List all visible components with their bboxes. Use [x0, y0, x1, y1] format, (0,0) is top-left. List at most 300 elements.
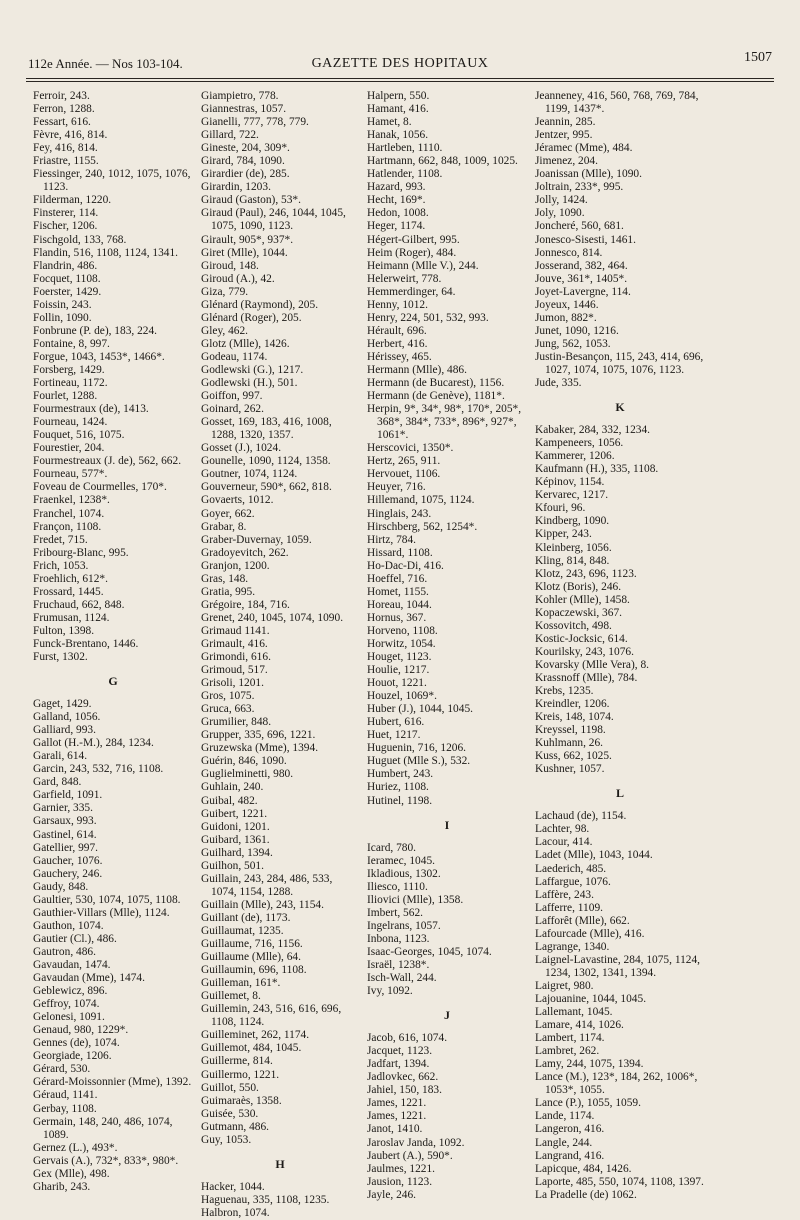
index-entry: Heim (Roger), 484.	[367, 246, 457, 259]
index-entry: Langeron, 416.	[535, 1123, 605, 1136]
index-entry: Gelonesi, 1091.	[33, 1011, 105, 1024]
index-entry: Ferron, 1288.	[33, 103, 95, 116]
index-entry: Herscovici, 1350*.	[367, 442, 454, 455]
index-entry: Gruzewska (Mme), 1394.	[201, 742, 319, 755]
index-entry: Fessart, 616.	[33, 116, 91, 129]
index-entry: Grabar, 8.	[201, 520, 247, 533]
index-entry: Kampeneers, 1056.	[535, 437, 624, 450]
index-entry: Henny, 1012.	[367, 298, 428, 311]
index-entry: Kling, 814, 848.	[535, 554, 610, 567]
index-entry: Houot, 1221.	[367, 677, 427, 690]
index-entry: Giroud (A.), 42.	[201, 272, 275, 285]
index-entry: Junet, 1090, 1216.	[535, 324, 619, 337]
index-entry: Houget, 1123.	[367, 651, 432, 664]
index-entry: Laporte, 485, 550, 1074, 1108, 1397.	[535, 1175, 704, 1188]
index-entry: Guillaumat, 1235.	[201, 925, 284, 937]
index-entry: Jung, 562, 1053.	[535, 337, 611, 350]
index-entry: Giampietro, 778.	[201, 90, 279, 102]
index-entry: Goinard, 262.	[201, 403, 264, 416]
index-entry: Geblewicz, 896.	[33, 985, 108, 998]
index-entry: Iliesco, 1110.	[367, 880, 428, 893]
index-entry: Fourmestreaux (J. de), 562, 662.	[33, 455, 182, 468]
index-entry: Froehlich, 612*.	[33, 572, 108, 585]
index-entry: Gouverneur, 590*, 662, 818.	[201, 481, 332, 494]
index-entry: Guillaumin, 696, 1108.	[201, 964, 307, 977]
index-entry: Lamare, 414, 1026.	[535, 1019, 624, 1032]
index-entry: James, 1221.	[367, 1110, 427, 1123]
index-entry: Grimondi, 616.	[201, 651, 271, 664]
index-entry: Goutner, 1074, 1124.	[201, 468, 298, 481]
index-entry: Frossard, 1445.	[33, 585, 104, 598]
index-entry: Gauthier-Villars (Mlle), 1124.	[33, 906, 170, 919]
index-entry: Lachaud (de), 1154.	[535, 810, 627, 823]
index-entry: Genaud, 980, 1229*.	[33, 1024, 129, 1037]
index-entry: Franchel, 1074.	[33, 507, 105, 520]
index-entry: Hertz, 265, 911.	[367, 455, 441, 468]
index-entry: Girardier (de), 285.	[201, 168, 290, 181]
index-entry: Homet, 1155.	[367, 585, 429, 598]
index-entry: Jumon, 882*.	[535, 311, 597, 324]
index-entry: Fontaine, 8, 997.	[33, 337, 110, 350]
index-entry: Fortineau, 1172.	[33, 377, 108, 390]
index-entry: Janot, 1410.	[367, 1123, 423, 1136]
index-entry: Kaufmann (H.), 335, 1108.	[535, 463, 659, 476]
index-entry: Guillot, 550.	[201, 1081, 259, 1094]
index-entry: Kourilsky, 243, 1076.	[535, 645, 634, 658]
index-entry: Girault, 905*, 937*.	[201, 233, 294, 246]
section-letter: I	[444, 817, 450, 832]
index-entry: Gérard-Moissonnier (Mme), 1392.	[33, 1076, 192, 1089]
index-entry: Horeau, 1044.	[367, 598, 432, 611]
index-entry: Jadlovkec, 662.	[367, 1071, 439, 1084]
index-entry: Lacour, 414.	[535, 836, 593, 849]
index-entry: Guillain (Mlle), 243, 1154.	[201, 898, 324, 911]
index-entry: Grimaud 1141.	[201, 624, 270, 637]
index-entry: Grupper, 335, 696, 1221.	[201, 729, 316, 742]
index-entry: Forgue, 1043, 1453*, 1466*.	[33, 350, 165, 363]
index-entry: Kushner, 1057.	[535, 763, 605, 776]
index-entry: Fischer, 1206.	[33, 220, 98, 233]
index-entry: Hinglais, 243.	[367, 507, 432, 520]
index-entry: Ingelrans, 1057.	[367, 919, 441, 932]
index-entry: Granjon, 1200.	[201, 559, 270, 572]
index-entry: Hubert, 616.	[367, 716, 425, 729]
section-letter: H	[275, 1156, 285, 1171]
index-entry: Guimaraès, 1358.	[201, 1094, 282, 1107]
index-entry: Lajouanine, 1044, 1045.	[535, 993, 647, 1005]
index-entry: Lande, 1174.	[535, 1110, 595, 1123]
index-entry: Gard, 848.	[33, 776, 82, 789]
index-entry: Lagrange, 1340.	[535, 940, 610, 953]
index-entry: Gras, 148.	[201, 572, 249, 585]
index-entry: Houzel, 1069*.	[367, 690, 437, 703]
index-entry: Frich, 1053.	[33, 559, 89, 572]
index-entry: Fey, 416, 814.	[33, 142, 98, 155]
index-entry: Guibert, 1221.	[201, 807, 268, 820]
index-entry: Giraud (Paul), 246, 1044, 1045, 1075, 1090, 1123.	[201, 207, 346, 233]
index-entry: Fèvre, 416, 814.	[33, 129, 108, 142]
index-entry: Fribourg-Blanc, 995.	[33, 546, 129, 559]
index-entry: Ferroir, 243.	[33, 90, 90, 102]
index-entry: Géraud, 1141.	[33, 1089, 98, 1102]
index-entry: Goyer, 662.	[201, 507, 255, 520]
journal-title: GAZETTE DES HOPITAUX	[311, 56, 489, 71]
index-entry: Ikladious, 1302.	[367, 867, 441, 880]
index-entry: Ieramec, 1045.	[367, 854, 435, 867]
index-entry: Icard, 780.	[367, 841, 417, 854]
index-entry: Grégoire, 184, 716.	[201, 598, 290, 611]
index-entry: Kammerer, 1206.	[535, 450, 615, 463]
index-entry: Lamy, 244, 1075, 1394.	[535, 1058, 644, 1071]
index-entry: Forsberg, 1429.	[33, 363, 105, 376]
index-entry: Joly, 1090.	[535, 207, 585, 220]
index-entry: Hedon, 1008.	[367, 207, 429, 220]
index-entry: Gratia, 995.	[201, 585, 256, 598]
index-column-1	[33, 90, 193, 1194]
index-entry: Hecht, 169*.	[367, 194, 426, 207]
index-entry: Garcin, 243, 532, 716, 1108.	[33, 763, 164, 776]
index-entry: Joncheré, 560, 681.	[535, 220, 624, 233]
index-entry: Huet, 1217.	[367, 729, 421, 742]
index-entry: Hemmerdinger, 64.	[367, 285, 456, 298]
index-entry: Kuhlmann, 26.	[535, 737, 604, 750]
index-entry: Laignel-Lavastine, 284, 1075, 1124, 1234, 1302, 1341, 1394.	[535, 953, 701, 979]
index-entry: Gerbay, 1108.	[33, 1102, 97, 1115]
index-entry: Guillant (de), 1173.	[201, 911, 291, 924]
index-entry: Fonbrune (P. de), 183, 224.	[33, 324, 158, 337]
index-entry: Guilleman, 161*.	[201, 977, 281, 990]
index-entry: Helerweirt, 778.	[367, 272, 442, 285]
index-entry: Gaget, 1429.	[33, 698, 92, 711]
page-number: 1507	[744, 50, 772, 65]
index-entry: Frumusan, 1124.	[33, 611, 110, 624]
index-entry: Kostic-Jocksic, 614.	[535, 632, 628, 645]
index-entry: Hillemand, 1075, 1124.	[367, 494, 475, 507]
index-entry: Jahiel, 150, 183.	[367, 1084, 442, 1097]
index-entry: Hacker, 1044.	[201, 1180, 265, 1193]
index-entry: Guillain, 243, 284, 486, 533, 1074, 1154, 1288.	[201, 872, 333, 898]
index-entry: Fourlet, 1288.	[33, 390, 98, 403]
index-entry: Kopaczewski, 367.	[535, 606, 622, 619]
index-entry: Israël, 1238*.	[367, 959, 430, 971]
index-entry: Hérissey, 465.	[367, 350, 432, 363]
index-entry: Glotz (Mlle), 1426.	[201, 337, 290, 350]
index-entry: Gastinel, 614.	[33, 828, 97, 841]
index-entry: Halbron, 1074.	[201, 1206, 270, 1219]
index-entry: Jonesco-Sisesti, 1461.	[535, 233, 636, 246]
index-entry: Herbert, 416.	[367, 337, 428, 350]
index-entry: Gros, 1075.	[201, 690, 255, 703]
index-entry: Fiessinger, 240, 1012, 1075, 1076, 1123.	[33, 168, 191, 194]
index-entry: Guilleminet, 262, 1174.	[201, 1029, 310, 1042]
index-entry: James, 1221.	[367, 1097, 427, 1110]
index-entry: Garali, 614.	[33, 750, 88, 763]
index-entry: Haguenau, 335, 1108, 1235.	[201, 1193, 330, 1206]
index-entry: Ivy, 1092.	[367, 985, 413, 998]
index-entry: Laigret, 980.	[535, 979, 594, 992]
index-entry: Fouquet, 516, 1075.	[33, 429, 125, 442]
index-entry: Hirschberg, 562, 1254*.	[367, 520, 478, 533]
index-entry: Filderman, 1220.	[33, 194, 112, 207]
index-entry: Hervouet, 1106.	[367, 468, 441, 481]
index-entry: Lapicque, 484, 1426.	[535, 1162, 632, 1175]
index-entry: Fischgold, 133, 768.	[33, 233, 127, 246]
index-entry: Hamet, 8.	[367, 116, 412, 129]
index-entry: Foerster, 1429.	[33, 285, 102, 298]
index-entry: Goiffon, 997.	[201, 390, 263, 403]
section-letter: K	[615, 400, 625, 415]
index-entry: Garsaux, 993.	[33, 815, 97, 828]
index-entry: Ho-Dac-Di, 416.	[367, 559, 444, 572]
index-entry: Herpin, 9*, 34*, 98*, 170*, 205*, 368*, 384*, 733*, 896*, 927*, 1061*.	[367, 403, 522, 442]
index-entry: Lallemant, 1045.	[535, 1006, 613, 1019]
index-entry: Guillaume, 716, 1156.	[201, 938, 303, 951]
index-entry: Gounelle, 1090, 1124, 1358.	[201, 455, 331, 468]
index-entry: Fredet, 715.	[33, 533, 88, 546]
index-entry: Hamant, 416.	[367, 103, 429, 116]
index-entry: Huguet (Mlle S.), 532.	[367, 755, 471, 768]
index-entry: Friastre, 1155.	[33, 155, 99, 168]
index-entry: Lambert, 1174.	[535, 1032, 605, 1045]
index-entry: Follin, 1090.	[33, 311, 92, 324]
index-entry: Gatellier, 997.	[33, 841, 99, 854]
index-entry: Jouve, 361*, 1405*.	[535, 272, 628, 285]
index-entry: Hégert-Gilbert, 995.	[367, 233, 460, 246]
index-entry: Grenet, 240, 1045, 1074, 1090.	[201, 611, 344, 624]
index-entry: Lafforêt (Mlle), 662.	[535, 914, 630, 927]
index-entry: Fourmestraux (de), 1413.	[33, 403, 149, 416]
index-entry: Kleinberg, 1056.	[535, 541, 612, 554]
index-entry: Gutmann, 486.	[201, 1120, 270, 1133]
index-entry: Képinov, 1154.	[535, 476, 605, 489]
index-entry: Gaultier, 530, 1074, 1075, 1108.	[33, 893, 181, 906]
index-entry: Gernez (L.), 493*.	[33, 1141, 118, 1154]
index-entry: Krebs, 1235.	[535, 685, 594, 698]
index-entry: Gauchery, 246.	[33, 867, 103, 880]
index-entry: Fulton, 1398.	[33, 624, 95, 637]
index-entry: Joltrain, 233*, 995.	[535, 181, 624, 194]
index-entry: Halpern, 550.	[367, 90, 430, 102]
index-entry: Hatlender, 1108.	[367, 168, 443, 181]
index-entry: Houlie, 1217.	[367, 664, 430, 677]
index-entry: Kabaker, 284, 332, 1234.	[535, 424, 651, 437]
index-entry: Gaudy, 848.	[33, 880, 89, 893]
index-entry: Girard, 784, 1090.	[201, 155, 285, 168]
index-entry: Hartleben, 1110.	[367, 142, 443, 155]
index-entry: Heimann (Mlle V.), 244.	[367, 259, 479, 272]
index-entry: Hutinel, 1198.	[367, 794, 433, 807]
index-entry: Laederich, 485.	[535, 862, 607, 875]
header-rule	[26, 78, 774, 82]
index-entry: Gradoyevitch, 262.	[201, 546, 289, 559]
index-entry: Hoeffel, 716.	[367, 572, 428, 585]
index-entry: Gex (Mlle), 498.	[33, 1167, 110, 1180]
index-entry: Klotz, 243, 696, 1123.	[535, 567, 637, 580]
index-entry: Langle, 244.	[535, 1136, 593, 1149]
index-entry: Klotz (Boris), 246.	[535, 580, 622, 593]
index-entry: Grimault, 416.	[201, 637, 268, 650]
index-entry: Kreyssel, 1198.	[535, 724, 606, 737]
section-letter: G	[108, 674, 118, 689]
index-entry: Jentzer, 995.	[535, 129, 593, 142]
index-entry: Hazard, 993.	[367, 181, 426, 194]
index-entry: Guglielminetti, 980.	[201, 768, 294, 781]
index-entry: Gosset, 169, 183, 416, 1008, 1288, 1320, 1357.	[201, 416, 332, 442]
index-entry: Lambret, 262.	[535, 1045, 600, 1058]
index-entry: Jude, 335.	[535, 377, 582, 390]
index-column-4	[535, 90, 705, 1202]
index-entry: Guibal, 482.	[201, 794, 258, 807]
index-entry: Jaubert (A.), 590*.	[367, 1149, 453, 1162]
index-entry: Graber-Duvernay, 1059.	[201, 533, 312, 546]
index-entry: Kreindler, 1206.	[535, 698, 610, 711]
index-entry: Fourestier, 204.	[33, 442, 105, 455]
index-entry: Gley, 462.	[201, 324, 249, 337]
index-entry: Kervarec, 1217.	[535, 489, 609, 502]
index-entry: Gautier (Cl.), 486.	[33, 932, 117, 945]
index-entry: Lance (P.), 1055, 1059.	[535, 1097, 641, 1110]
index-entry: Giroud, 148.	[201, 259, 259, 272]
index-entry: Humbert, 243.	[367, 768, 434, 781]
index-entry: Laffargue, 1076.	[535, 875, 611, 888]
index-entry: Isaac-Georges, 1045, 1074.	[367, 945, 492, 958]
index-entry: Garfield, 1091.	[33, 789, 103, 802]
index-entry: Jéramec (Mme), 484.	[535, 142, 633, 155]
index-entry: Guérin, 846, 1090.	[201, 755, 287, 768]
index-entry: Galland, 1056.	[33, 711, 101, 724]
index-entry: Glénard (Roger), 205.	[201, 311, 302, 324]
index-entry: Fraenkel, 1238*.	[33, 494, 110, 507]
index-entry: Isch-Wall, 244.	[367, 972, 437, 985]
index-entry: Guisée, 530.	[201, 1107, 259, 1120]
index-entry: Gianelli, 777, 778, 779.	[201, 116, 309, 129]
index-entry: Kreis, 148, 1074.	[535, 711, 614, 724]
index-entry: Kfouri, 96.	[535, 502, 586, 515]
index-entry: Guilhon, 501.	[201, 859, 264, 872]
index-entry: Godeau, 1174.	[201, 350, 268, 363]
index-entry: Gineste, 204, 309*.	[201, 142, 290, 155]
index-entry: Jaroslav Janda, 1092.	[367, 1136, 465, 1149]
index-entry: Grisoli, 1201.	[201, 677, 264, 690]
index-entry: Huguenin, 716, 1206.	[367, 742, 467, 755]
index-entry: Gallot (H.-M.), 284, 1234.	[33, 737, 154, 750]
index-entry: Jolly, 1424.	[535, 194, 588, 207]
index-entry: Furst, 1302.	[33, 651, 88, 664]
index-entry: Guy, 1053.	[201, 1133, 252, 1146]
index-entry: Gharib, 243.	[33, 1180, 91, 1193]
index-entry: Georgiade, 1206.	[33, 1050, 112, 1063]
index-entry: Lafourcade (Mlle), 416.	[535, 927, 645, 940]
index-entry: Hermann (de Genève), 1181*.	[367, 390, 505, 403]
index-entry: Henry, 224, 501, 532, 993.	[367, 311, 489, 324]
index-entry: Giraud (Gaston), 53*.	[201, 194, 301, 207]
index-entry: Kossovitch, 498.	[535, 619, 612, 632]
index-entry: Grumilier, 848.	[201, 716, 272, 729]
index-entry: Imbert, 562.	[367, 906, 423, 919]
index-entry: Guilhard, 1394.	[201, 846, 273, 859]
index-entry: Govaerts, 1012.	[201, 494, 274, 507]
index-entry: Funck-Brentano, 1446.	[33, 637, 139, 650]
index-entry: Gruca, 663.	[201, 703, 255, 716]
index-entry: Galliard, 993.	[33, 724, 96, 737]
index-entry: Hissard, 1108.	[367, 546, 433, 559]
index-entry: Geffroy, 1074.	[33, 998, 100, 1011]
section-letter: L	[615, 786, 624, 801]
index-entry: Fruchaud, 662, 848.	[33, 598, 125, 611]
index-entry: Giza, 779.	[201, 285, 249, 298]
index-entry: Huriez, 1108.	[367, 781, 429, 794]
index-entry: Joanissan (Mlle), 1090.	[535, 168, 642, 181]
index-entry: Germain, 148, 240, 486, 1074, 1089.	[33, 1115, 173, 1141]
index-entry: Hermann (Mlle), 486.	[367, 363, 467, 376]
index-entry: Fourneau, 577*.	[33, 468, 108, 481]
index-entry: Finsterer, 114.	[33, 207, 99, 220]
index-entry: Focquet, 1108.	[33, 272, 101, 285]
index-entry: Huber (J.), 1044, 1045.	[367, 703, 473, 716]
index-entry: Glénard (Raymond), 205.	[201, 298, 319, 311]
issue-label: 112e Année. — Nos 103-104.	[28, 56, 183, 71]
index-entry: Hartmann, 662, 848, 1009, 1025.	[367, 155, 518, 168]
index-entry: Lance (M.), 123*, 184, 262, 1006*, 1053*, 1055.	[535, 1071, 698, 1097]
index-entry: Guillemot, 484, 1045.	[201, 1042, 302, 1055]
index-entry: Flandin, 516, 1108, 1124, 1341.	[33, 246, 179, 259]
index-entry: La Pradelle (de) 1062.	[535, 1188, 637, 1201]
index-entry: Kipper, 243.	[535, 528, 592, 541]
index-entry: Hermann (de Bucarest), 1156.	[367, 377, 505, 390]
index-entry: Iliovici (Mlle), 1358.	[367, 893, 464, 906]
index-entry: Gervais (A.), 732*, 833*, 980*.	[33, 1154, 179, 1167]
index-entry: Kuss, 662, 1025.	[535, 750, 612, 763]
index-entry: Girardin, 1203.	[201, 181, 271, 194]
index-entry: Foissin, 243.	[33, 298, 92, 311]
index-entry: Joyeux, 1446.	[535, 298, 599, 311]
index-entry: Gavaudan, 1474.	[33, 959, 111, 971]
index-entry: Jadfart, 1394.	[367, 1058, 430, 1071]
index-entry: Heger, 1174.	[367, 220, 426, 233]
index-entry: Giret (Mlle), 1044.	[201, 246, 288, 259]
page-header	[28, 48, 772, 76]
index-entry: Guhlain, 240.	[201, 781, 264, 794]
index-entry: Hornus, 367.	[367, 611, 427, 624]
index-entry: Guibard, 1361.	[201, 833, 270, 846]
index-entry: Laffère, 243.	[535, 888, 594, 901]
index-entry: Grimoud, 517.	[201, 664, 268, 677]
index-entry: Joyet-Lavergne, 114.	[535, 285, 631, 298]
index-entry: Foveau de Courmelles, 170*.	[33, 481, 167, 494]
index-entry: Gosset (J.), 1024.	[201, 442, 282, 455]
index-entry: Horwitz, 1054.	[367, 637, 436, 650]
index-entry: Hanak, 1056.	[367, 129, 429, 142]
index-entry: Josserand, 382, 464.	[535, 259, 628, 272]
index-entry: Jacob, 616, 1074.	[367, 1032, 448, 1045]
index-entry: Gautron, 486.	[33, 945, 96, 958]
index-entry: Horveno, 1108.	[367, 624, 438, 637]
index-entry: Lafferre, 1109.	[535, 901, 603, 914]
index-entry: Flandrin, 486.	[33, 259, 98, 272]
index-entry: Ladet (Mlle), 1043, 1044.	[535, 849, 653, 862]
index-entry: Françon, 1108.	[33, 520, 102, 533]
index-entry: Jimenez, 204.	[535, 155, 598, 168]
index-column-2	[201, 90, 359, 1220]
index-entry: Garnier, 335.	[33, 802, 93, 815]
index-entry: Jaulmes, 1221.	[367, 1162, 436, 1175]
index-entry: Langrand, 416.	[535, 1149, 605, 1162]
index-entry: Gillard, 722.	[201, 129, 259, 142]
index-entry: Inbona, 1123.	[367, 932, 430, 945]
index-entry: Jeannin, 285.	[535, 116, 596, 129]
index-entry: Guillaume (Mlle), 64.	[201, 951, 301, 964]
index-entry: Guillemin, 243, 516, 616, 696, 1108, 1124.	[201, 1003, 342, 1029]
